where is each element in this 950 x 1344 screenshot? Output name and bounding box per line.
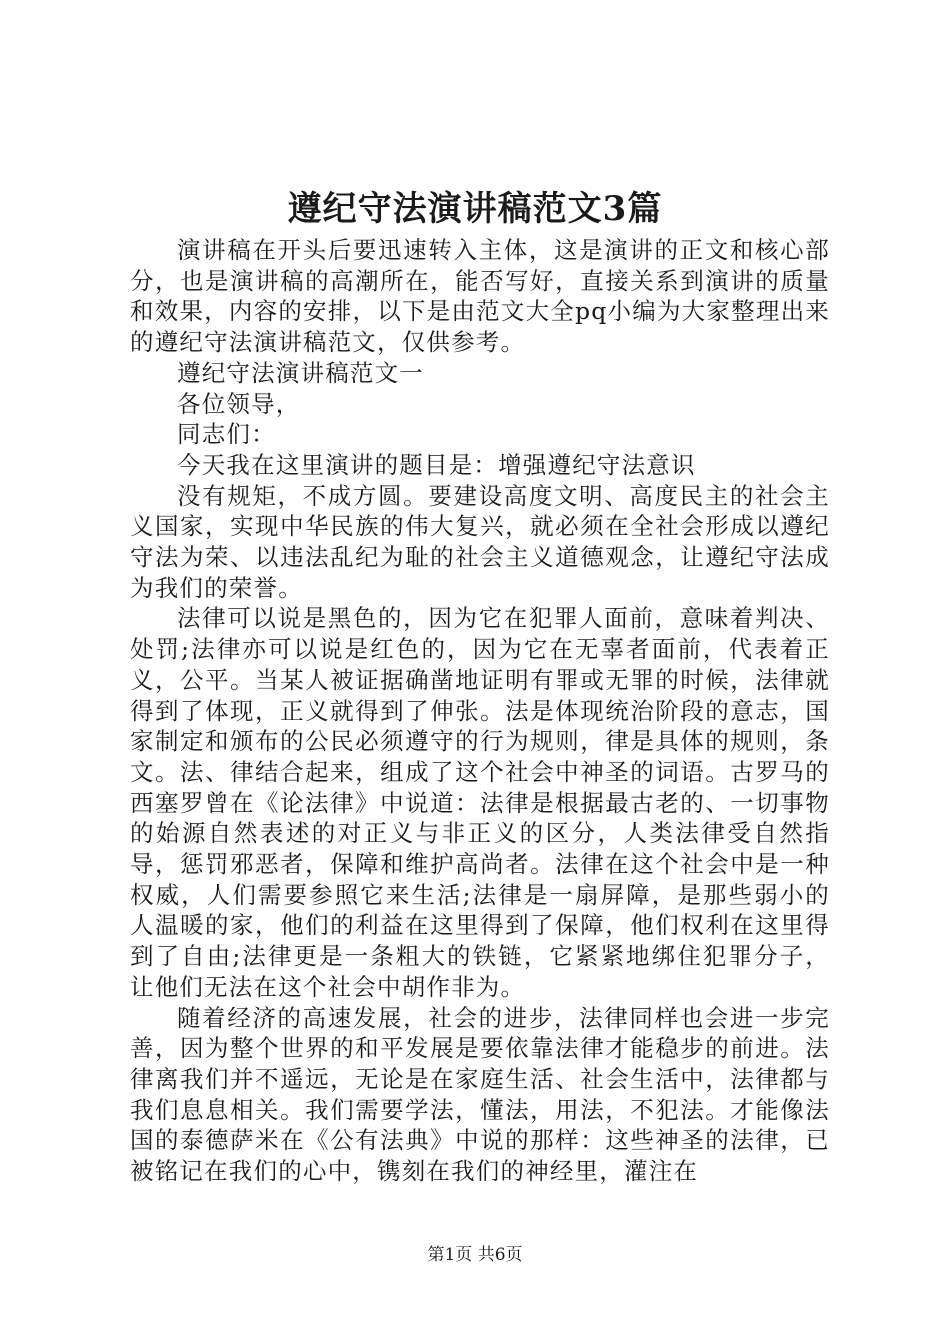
document-title: 遵纪守法演讲稿范文3篇 — [287, 189, 663, 229]
page-number-footer: 第1页 共6页 — [427, 1245, 523, 1265]
paragraph-body-1: 没有规矩，不成方圆。要建设高度文明、高度民主的社会主义国家，实现中华民族的伟大复兴，就必须在全社会形成以遵纪守法为荣、以违法乱纪为耻的社会主义道德观念，让遵纪守法成为我们的荣誉。 — [130, 481, 830, 602]
paragraph-body-3: 随着经济的高速发展，社会的进步，法律同样也会进一步完善，因为整个世界的和平发展是要依靠法律才能稳步的前进。法律离我们并不遥远，无论是在家庭生活、社会生活中，法律都与我们息息相关。我们需要学法，懂法，用法，不犯法。才能像法国的泰德萨米在《公有法典》中说的那样：这些神圣的法律，已被铭记在我们的心中，镌刻在我们的神经里，灌注在 — [130, 1003, 830, 1186]
paragraph-body-2: 法律可以说是黑色的，因为它在犯罪人面前，意味着判决、处罚;法律亦可以说是红色的，因为它在无辜者面前，代表着正义，公平。当某人被证据确凿地证明有罪或无罪的时候，法律就得到了体现，正义就得到了伸张。法是体现统治阶段的意志，国家制定和颁布的公民必须遵守的行为规则，律是具体的规则，条文。法、律结合起来，组成了这个社会中神圣的词语。古罗马的西塞罗曾在《论法律》中说道：法律是根据最古老的、一切事物的始源自然表述的对正义与非正义的区分，人类法律受自然指导，惩罚邪恶者，保障和维护高尚者。法律在这个社会中是一种权威，人们需要参照它来生活;法律是一扇屏障，是那些弱小的人温暖的家，他们的利益在这里得到了保障，他们权利在这里得到了自由;法律更是一条粗大的铁链，它紧紧地绑住犯罪分子，让他们无法在这个社会中胡作非为。 — [130, 604, 830, 1001]
paragraph-section-heading: 遵纪守法演讲稿范文一 — [177, 358, 424, 387]
paragraph-speech-topic: 今天我在这里演讲的题目是：增强遵纪守法意识 — [177, 450, 696, 479]
document-body — [130, 235, 830, 1187]
paragraph-salutation-comrades: 同志们： — [177, 420, 276, 449]
paragraph-intro: 演讲稿在开头后要迅速转入主体，这是演讲的正文和核心部分，也是演讲稿的高潮所在，能否写好，直接关系到演讲的质量和效果，内容的安排，以下是由范文大全pq小编为大家整理出来的遵纪守法演讲稿范文，仅供参考。 — [130, 236, 830, 357]
paragraph-salutation-leaders: 各位领导， — [177, 389, 301, 418]
